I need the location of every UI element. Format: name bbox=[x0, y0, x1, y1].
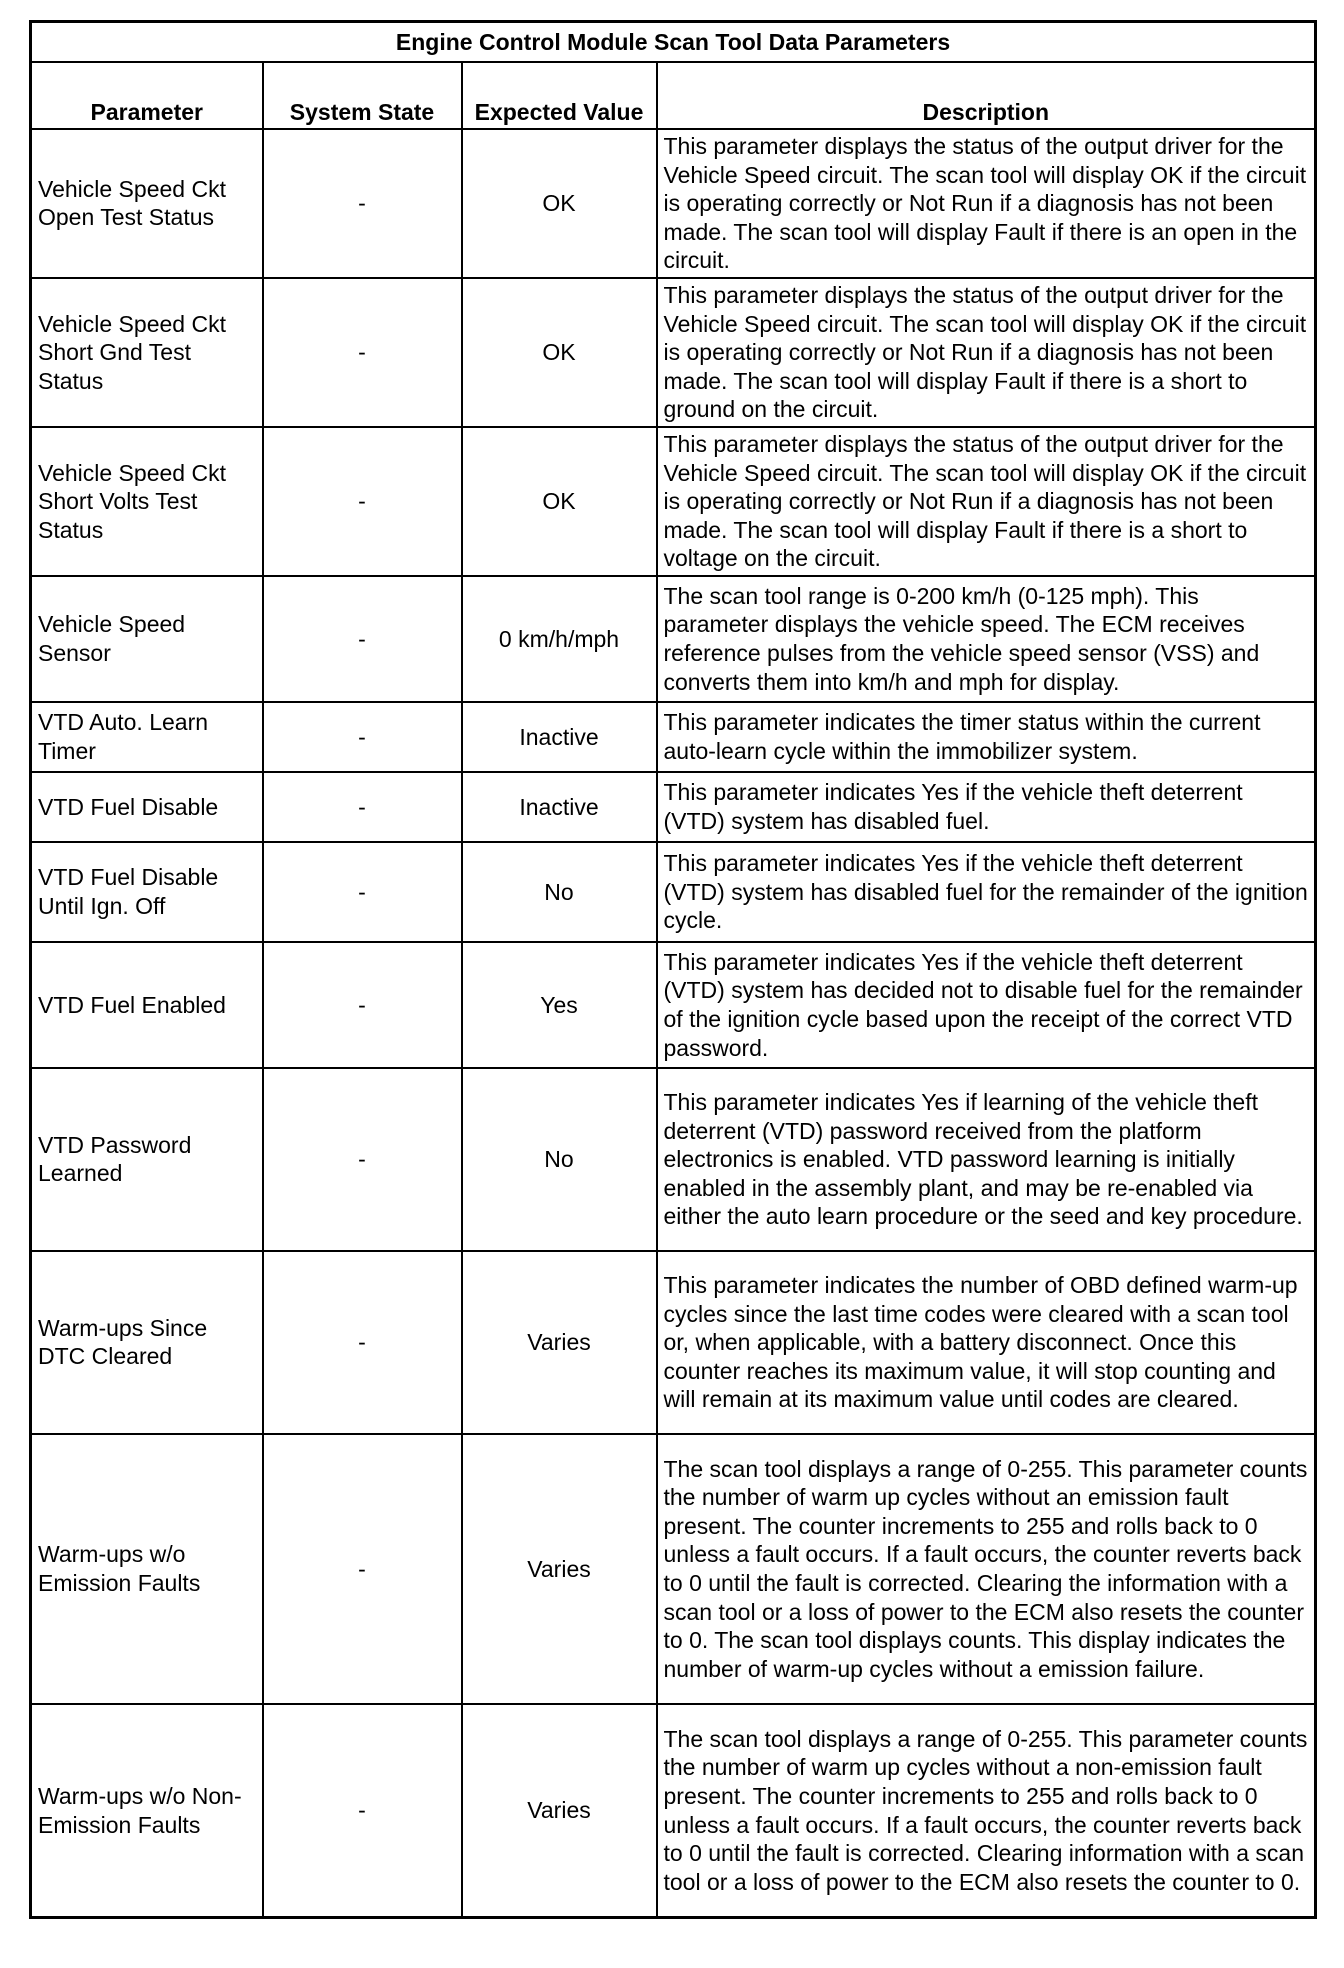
cell-description: This parameter indicates Yes if the vehicle theft deterrent (VTD) system has disabled fuel. bbox=[657, 772, 1316, 842]
cell-system-state: - bbox=[263, 1704, 462, 1918]
cell-description: The scan tool displays a range of 0-255. This parameter counts the number of warm up cycles without a non-emission fault present. The counter increments to 255 and rolls back to 0 unless a fault occurs. If a fault occurs, the counter reverts back to 0 until the fault is corrected. Clearing information with a scan tool or a loss of power to the ECM also resets the counter to 0. bbox=[657, 1704, 1316, 1918]
cell-expected-value: OK bbox=[462, 129, 657, 278]
cell-parameter: Vehicle Speed Ckt Short Gnd Test Status bbox=[31, 278, 263, 427]
table-title-row bbox=[31, 22, 1316, 63]
cell-expected-value: Yes bbox=[462, 942, 657, 1068]
cell-parameter: Vehicle Speed Ckt Open Test Status bbox=[31, 129, 263, 278]
cell-expected-value: Inactive bbox=[462, 702, 657, 772]
cell-expected-value: Varies bbox=[462, 1251, 657, 1434]
table-row bbox=[31, 576, 1316, 702]
cell-system-state: - bbox=[263, 942, 462, 1068]
table-header-row bbox=[31, 62, 1316, 129]
cell-description: This parameter indicates Yes if the vehicle theft deterrent (VTD) system has decided not to disable fuel for the remainder of the ignition cycle based upon the receipt of the correct VTD password. bbox=[657, 942, 1316, 1068]
cell-expected-value: No bbox=[462, 842, 657, 942]
table-row bbox=[31, 942, 1316, 1068]
cell-description: The scan tool range is 0-200 km/h (0-125 mph). This parameter displays the vehicle speed. The ECM receives reference pulses from the vehicle speed sensor (VSS) and converts them into km/h and mph for display. bbox=[657, 576, 1316, 702]
cell-system-state: - bbox=[263, 842, 462, 942]
cell-system-state: - bbox=[263, 1068, 462, 1251]
cell-parameter: VTD Auto. Learn Timer bbox=[31, 702, 263, 772]
table-row bbox=[31, 842, 1316, 942]
cell-parameter: Warm-ups Since DTC Cleared bbox=[31, 1251, 263, 1434]
cell-parameter: VTD Fuel Disable bbox=[31, 772, 263, 842]
table-row bbox=[31, 278, 1316, 427]
cell-expected-value: OK bbox=[462, 427, 657, 576]
header-description: Description bbox=[657, 62, 1316, 129]
cell-description: This parameter indicates the number of OBD defined warm-up cycles since the last time codes were cleared with a scan tool or, when applicable, with a battery disconnect. Once this counter reaches its maximum value, it will stop counting and will remain at its maximum value until codes are cleared. bbox=[657, 1251, 1316, 1434]
cell-system-state: - bbox=[263, 129, 462, 278]
table-row bbox=[31, 427, 1316, 576]
header-parameter: Parameter bbox=[31, 62, 263, 129]
document-page bbox=[29, 20, 1314, 1919]
cell-description: This parameter indicates Yes if the vehicle theft deterrent (VTD) system has disabled fuel for the remainder of the ignition cycle. bbox=[657, 842, 1316, 942]
table-row bbox=[31, 772, 1316, 842]
cell-parameter: Warm-ups w/o Emission Faults bbox=[31, 1434, 263, 1704]
cell-parameter: VTD Fuel Enabled bbox=[31, 942, 263, 1068]
table-row bbox=[31, 1251, 1316, 1434]
header-expected-value: Expected Value bbox=[462, 62, 657, 129]
table-row bbox=[31, 1068, 1316, 1251]
cell-parameter: Warm-ups w/o Non-Emission Faults bbox=[31, 1704, 263, 1918]
table-row bbox=[31, 702, 1316, 772]
cell-expected-value: OK bbox=[462, 278, 657, 427]
scan-tool-data-table bbox=[29, 20, 1317, 1919]
cell-description: The scan tool displays a range of 0-255. This parameter counts the number of warm up cycles without an emission fault present. The counter increments to 255 and rolls back to 0 unless a fault occurs. If a fault occurs, the counter reverts back to 0 until the fault is corrected. Clearing the information with a scan tool or a loss of power to the ECM also resets the counter to 0. The scan tool displays counts. This display indicates the number of warm-up cycles without a emission failure. bbox=[657, 1434, 1316, 1704]
cell-parameter: Vehicle Speed Ckt Short Volts Test Status bbox=[31, 427, 263, 576]
cell-system-state: - bbox=[263, 1251, 462, 1434]
cell-system-state: - bbox=[263, 772, 462, 842]
cell-system-state: - bbox=[263, 278, 462, 427]
cell-parameter: VTD Fuel Disable Until Ign. Off bbox=[31, 842, 263, 942]
cell-description: This parameter displays the status of the output driver for the Vehicle Speed circuit. The scan tool will display OK if the circuit is operating correctly or Not Run if a diagnosis has not been made. The scan tool will display Fault if there is a short to voltage on the circuit. bbox=[657, 427, 1316, 576]
table-row bbox=[31, 129, 1316, 278]
cell-description: This parameter indicates the timer status within the current auto-learn cycle within the immobilizer system. bbox=[657, 702, 1316, 772]
table-body bbox=[31, 129, 1316, 1918]
cell-parameter: VTD Password Learned bbox=[31, 1068, 263, 1251]
cell-system-state: - bbox=[263, 1434, 462, 1704]
cell-system-state: - bbox=[263, 576, 462, 702]
cell-parameter: Vehicle Speed Sensor bbox=[31, 576, 263, 702]
cell-expected-value: 0 km/h/mph bbox=[462, 576, 657, 702]
cell-expected-value: No bbox=[462, 1068, 657, 1251]
cell-system-state: - bbox=[263, 427, 462, 576]
cell-expected-value: Varies bbox=[462, 1704, 657, 1918]
cell-description: This parameter displays the status of the output driver for the Vehicle Speed circuit. The scan tool will display OK if the circuit is operating correctly or Not Run if a diagnosis has not been made. The scan tool will display Fault if there is a short to ground on the circuit. bbox=[657, 278, 1316, 427]
cell-system-state: - bbox=[263, 702, 462, 772]
table-row bbox=[31, 1704, 1316, 1918]
header-system-state: System State bbox=[263, 62, 462, 129]
cell-description: This parameter indicates Yes if learning of the vehicle theft deterrent (VTD) password received from the platform electronics is enabled. VTD password learning is initially enabled in the assembly plant, and may be re-enabled via either the auto learn procedure or the seed and key procedure. bbox=[657, 1068, 1316, 1251]
cell-description: This parameter displays the status of the output driver for the Vehicle Speed circuit. The scan tool will display OK if the circuit is operating correctly or Not Run if a diagnosis has not been made. The scan tool will display Fault if there is an open in the circuit. bbox=[657, 129, 1316, 278]
cell-expected-value: Varies bbox=[462, 1434, 657, 1704]
table-title: Engine Control Module Scan Tool Data Parameters bbox=[31, 22, 1316, 63]
cell-expected-value: Inactive bbox=[462, 772, 657, 842]
table-row bbox=[31, 1434, 1316, 1704]
